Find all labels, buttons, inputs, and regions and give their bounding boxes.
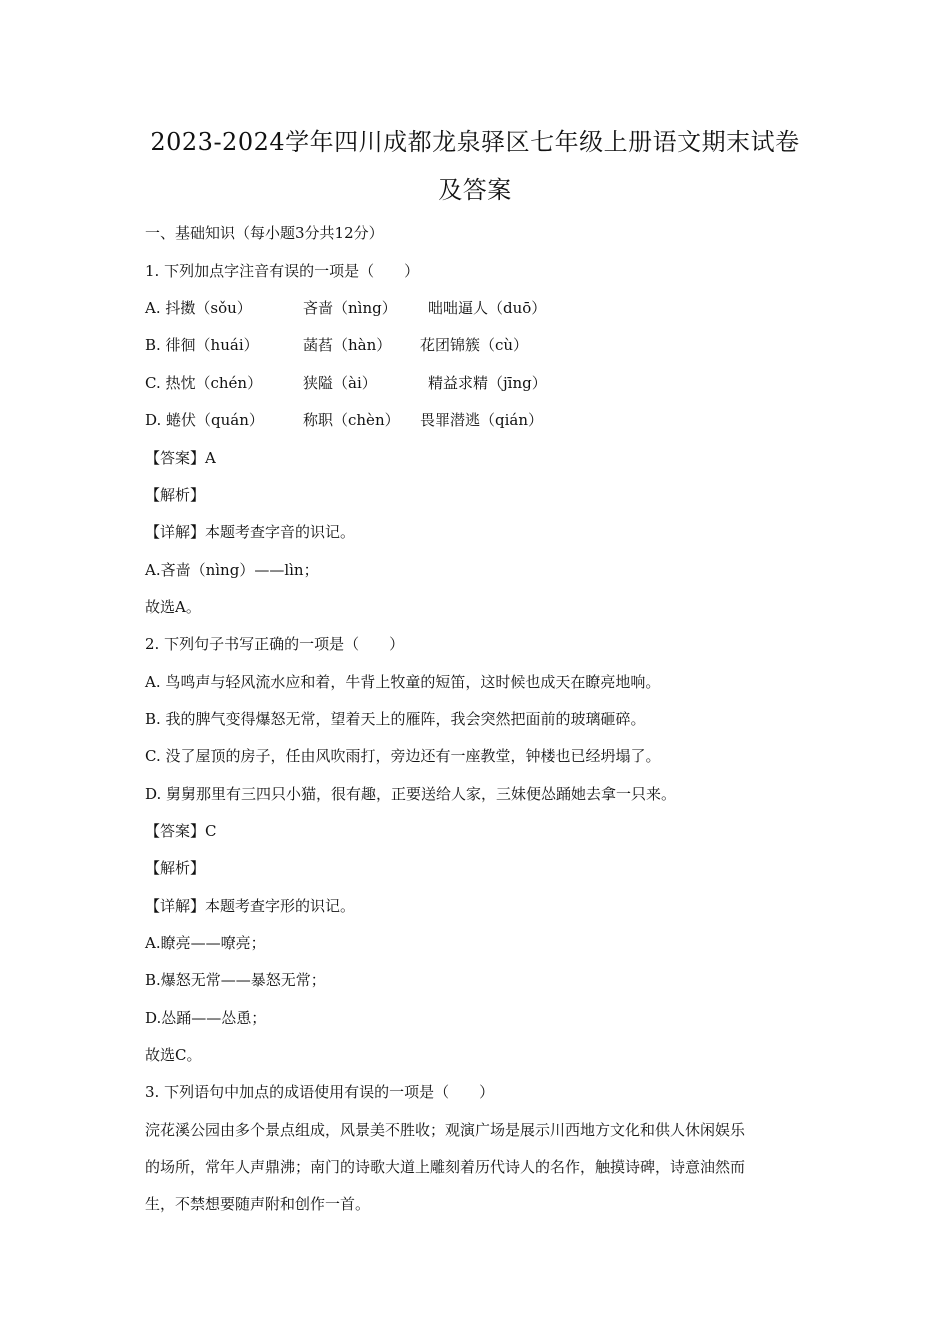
option-item: A. 抖擞（sǒu）	[145, 299, 252, 317]
option-item: C. 热忱（chén）	[145, 374, 263, 392]
question-2-note: A.瞭亮——嘹亮；	[145, 934, 266, 952]
question-3-passage-line: 生，不禁想要随声附和创作一首。	[145, 1195, 371, 1213]
question-2-detail: 【详解】本题考查字形的识记。	[145, 897, 356, 915]
option-item: B. 徘徊（huái）	[145, 336, 259, 354]
option-item: 畏罪潜逃（qián）	[420, 411, 544, 429]
option-item: D. 蜷伏（quán）	[145, 411, 264, 429]
question-2-note: D.怂踊——怂恿；	[145, 1009, 267, 1027]
section-heading: 一、基础知识（每小题3分共12分）	[145, 224, 384, 242]
option-item: 狭隘（ài）	[303, 374, 377, 392]
page-title-continued: 及答案	[438, 176, 512, 204]
question-2-conclusion: 故选C。	[145, 1046, 202, 1064]
question-1-option-c	[145, 373, 745, 393]
page-title: 2023-2024学年四川成都龙泉驿区七年级上册语文期末试卷	[150, 128, 800, 156]
question-3-stem: 3. 下列语句中加点的成语使用有误的一项是（ ）	[145, 1083, 495, 1101]
option-item: 咄咄逼人（duō）	[428, 299, 547, 317]
option-item: 称职（chèn）	[303, 411, 400, 429]
question-1-answer: 【答案】A	[145, 449, 216, 467]
question-2-answer: 【答案】C	[145, 822, 217, 840]
question-3-passage-line: 的场所，常年人声鼎沸；南门的诗歌大道上雕刻着历代诗人的名作，触摸诗碑，诗意油然而	[145, 1158, 746, 1176]
option-item: 精益求精（jīng）	[428, 374, 547, 392]
question-1-option-d	[145, 410, 745, 430]
option-item: 吝啬（nìng）	[303, 299, 397, 317]
question-1-detail: 【详解】本题考查字音的识记。	[145, 523, 356, 541]
option-item: 菡萏（hàn）	[303, 336, 392, 354]
question-1-stem: 1. 下列加点字注音有误的一项是（ ）	[145, 262, 420, 280]
question-1-option-a	[145, 298, 745, 318]
question-3-passage-line: 浣花溪公园由多个景点组成，风景美不胜收；观演广场是展示川西地方文化和供人休闲娱乐	[145, 1121, 746, 1139]
question-2-option-b: B. 我的脾气变得爆怒无常，望着天上的雁阵，我会突然把面前的玻璃砸碎。	[145, 710, 646, 728]
question-1-option-b	[145, 335, 745, 355]
question-2-option-a: A. 鸟鸣声与轻风流水应和着，牛背上牧童的短笛，这时候也成天在瞭亮地响。	[145, 673, 661, 691]
question-1-analysis: 【解析】	[145, 486, 206, 504]
question-2-option-c: C. 没了屋顶的房子，任由风吹雨打，旁边还有一座教堂，钟楼也已经坍塌了。	[145, 747, 661, 765]
question-2-analysis: 【解析】	[145, 859, 206, 877]
question-1-conclusion: 故选A。	[145, 598, 201, 616]
question-2-option-d: D. 舅舅那里有三四只小猫，很有趣，正要送给人家，三妹便怂踊她去拿一只来。	[145, 785, 677, 803]
option-item: 花团锦簇（cù）	[420, 336, 529, 354]
question-1-note: A.吝啬（nìng）——lìn；	[145, 561, 319, 579]
question-2-note: B.爆怒无常——暴怒无常；	[145, 971, 326, 989]
question-2-stem: 2. 下列句子书写正确的一项是（ ）	[145, 635, 405, 653]
